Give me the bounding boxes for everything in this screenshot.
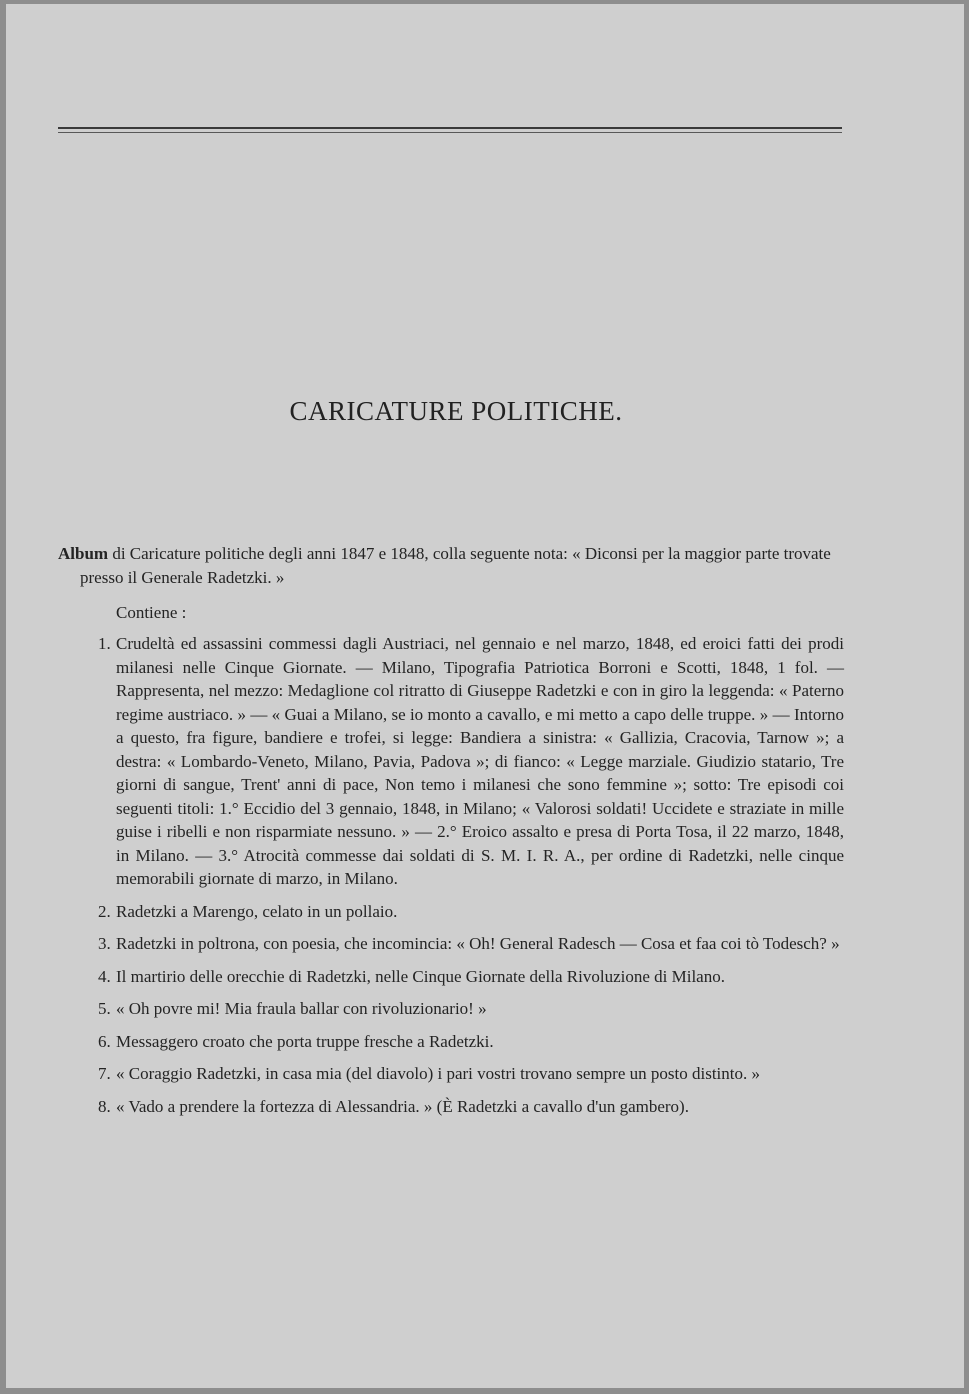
list-item [98, 965, 844, 989]
list-item [98, 1095, 844, 1119]
item-number: 8. [98, 1096, 111, 1116]
album-label: Album [58, 544, 109, 563]
item-list [98, 632, 844, 1127]
item-number: 5. [98, 999, 111, 1018]
list-item [98, 900, 844, 924]
item-number: 3. [98, 934, 111, 953]
list-item [98, 1030, 844, 1054]
album-intro [58, 542, 866, 589]
list-item [98, 632, 844, 891]
item-number: 1. [98, 634, 111, 653]
item-text: « Oh povre mi! Mia fraula ballar con rivoluzionario! » [116, 999, 487, 1018]
item-text: Il martirio delle orecchie di Radetzki, nelle Cinque Giornate della Rivoluzione di Milano. [116, 966, 725, 986]
item-text: « Vado a prendere la fortezza di Alessandria. » (È Radetzki a cavallo d'un gambero). [116, 1096, 689, 1116]
item-number: 4. [98, 966, 111, 986]
item-number: 6. [98, 1031, 111, 1051]
header-rule-thin [58, 132, 842, 133]
contiene-label: Contiene : [116, 603, 187, 622]
document-page [6, 4, 964, 1388]
item-number: 7. [98, 1064, 111, 1083]
item-text: Radetzki a Marengo, celato in un pollaio. [116, 901, 398, 921]
item-text: « Coraggio Radetzki, in casa mia (del diavolo) i pari vostri trovano sempre un posto distinto. » [116, 1064, 760, 1083]
list-item [98, 997, 844, 1021]
item-text: Messaggero croato che porta truppe fresche a Radetzki. [116, 1031, 494, 1051]
album-intro-text: di Caricature politiche degli anni 1847 e 1848, colla seguente nota: « Diconsi per la maggior parte trovate presso il Generale Radetzki. » [80, 544, 831, 587]
list-item [98, 1062, 844, 1086]
list-item [98, 932, 844, 956]
item-number: 2. [98, 901, 111, 921]
page-title: CARICATURE POLITICHE. [289, 396, 623, 426]
item-text: Crudeltà ed assassini commessi dagli Austriaci, nel gennaio e nel marzo, 1848, ed eroici fatti dei prodi milanesi nelle Cinque Giornate. — Milano, Tipografia Patriotica Borroni e Scotti, 1848, 1 fol. — Rappresenta, nel mezzo: Medaglione col ritratto di Giuseppe Radetzki e con in giro la leggenda: « Paterno regime austriaco. » — « Guai a Milano, se io monto a cavallo, e mi metto a capo delle truppe. » — Intorno a questo, fra figure, bandiere e trofei, si legge: Bandiera a sinistra: « Gallizia, Cracovia, Tarnow »; a destra: « Lombardo-Veneto, Milano, Pavia, Padova »; di fianco: « Legge marziale. Giudizio statario, Tre giorni di sangue, Trent' anni di pace, Non temo i milanesi che sono femmine »; sotto: Tre episodi coi seguenti titoli: 1.° Eccidio del 3 gennaio, 1848, in Milano; « Valorosi soldati! Uccidete e straziate in mille guise i ribelli e non risparmiate nessuno. » — 2.° Eroico assalto e presa di Porta Tosa, il 22 marzo, 1848, in Milano. — 3.° Atrocità commesse dai soldati di S. M. I. R. A., per ordine di Radetzki, nelle cinque memorabili giornate di marzo, in Milano. [116, 634, 844, 888]
item-text: Radetzki in poltrona, con poesia, che incomincia: « Oh! General Radesch — Cosa et faa coi tò Todesch? » [116, 934, 840, 953]
header-rule [58, 127, 842, 129]
